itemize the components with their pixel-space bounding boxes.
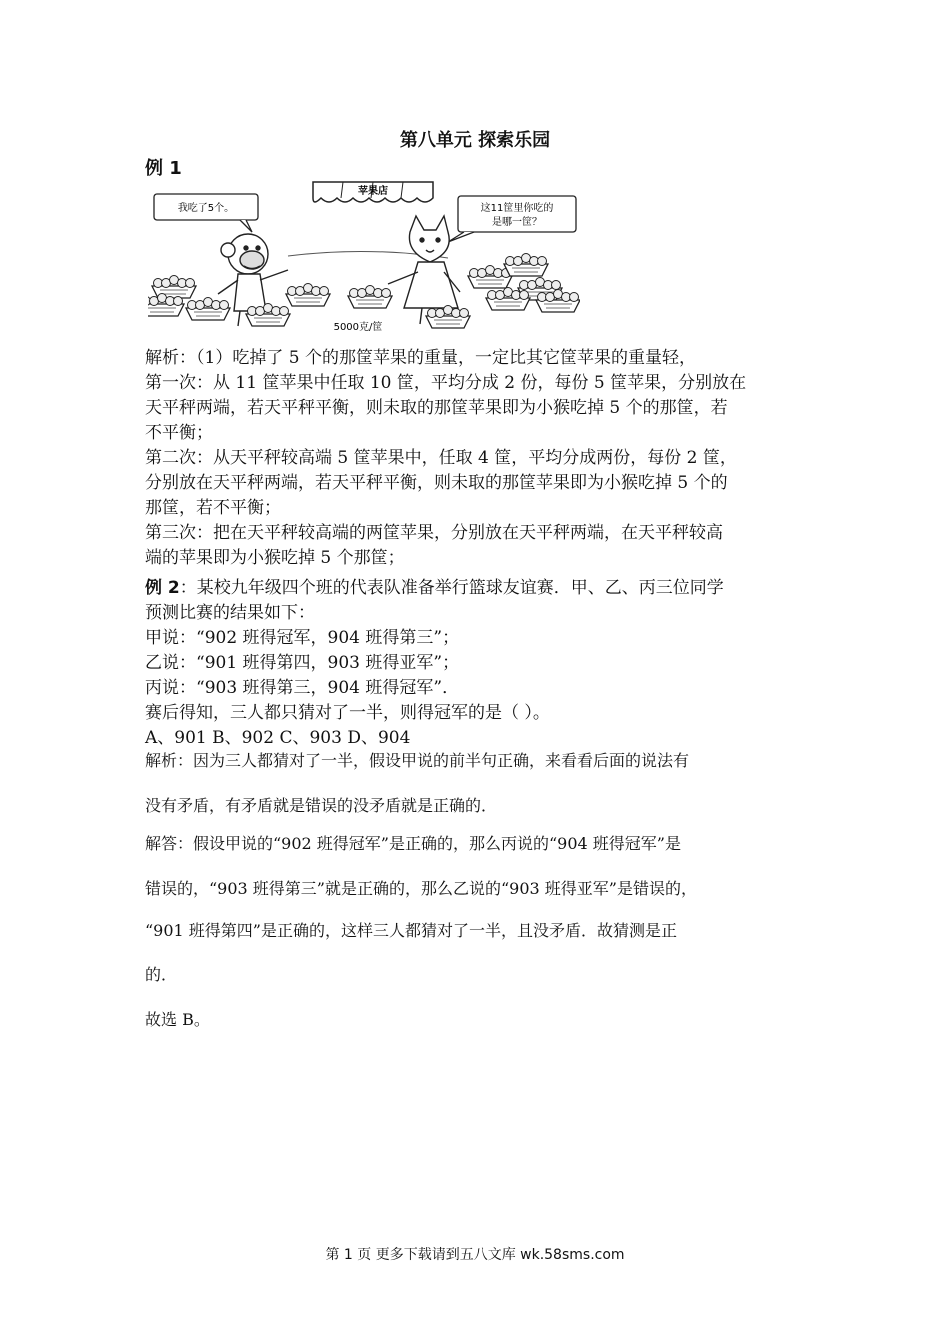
apple-basket — [348, 286, 392, 309]
apple-basket — [426, 306, 470, 329]
example-2-section — [145, 576, 815, 751]
cat-speech-line2: 是哪一筐？ — [492, 217, 542, 228]
weight-label: 5000克/筐 — [333, 322, 383, 333]
analysis-line: 天平秤两端，若天平秤平衡，则未取的那筐苹果即为小猴吃掉 5 个的那筐，若 — [145, 398, 728, 418]
example-2-first-line: 例 2：某校九年级四个班的代表队准备举行篮球友谊赛．甲、乙、丙三位同学 — [145, 578, 724, 598]
final-answer: 故选 B。 — [145, 1010, 210, 1029]
text-line: 预测比赛的结果如下： — [145, 603, 315, 623]
example-2-label: 例 2 — [145, 578, 180, 598]
shop-sign-text: 苹果店 — [358, 186, 388, 197]
analysis-line: 第二次：从天平秤较高端 5 筐苹果中，任取 4 筐，平均分成两份，每份 2 筐， — [145, 448, 737, 468]
cat-speech-bubble — [448, 196, 576, 242]
apple-basket — [486, 288, 530, 311]
cat-speech-line1: 这11筐里你吃的 — [480, 203, 554, 214]
text-line: 丙说：“903 班得第三，904 班得冠军”． — [145, 678, 460, 698]
analysis-line: 解析：（1）吃掉了 5 个的那筐苹果的重量，一定比其它筐苹果的重量轻， — [145, 348, 696, 368]
explanation-line: 错误的，“903 班得第三”就是正确的，那么乙说的“903 班得亚军”是错误的， — [145, 879, 697, 898]
analysis-line: 端的苹果即为小猴吃掉 5 个那筐； — [145, 548, 405, 568]
analysis-line: 第一次：从 11 筐苹果中任取 10 筐，平均分成 2 份，每份 5 筐苹果，分别放在 — [145, 373, 747, 393]
apple-basket — [186, 298, 230, 321]
apple-baskets — [148, 254, 580, 329]
analysis-line: 分别放在天平秤两端，若天平秤平衡，则未取的那筐苹果即为小猴吃掉 5 个的 — [145, 473, 728, 493]
apple-basket — [468, 266, 512, 289]
explanation-line: 解析：因为三人都猜对了一半，假设甲说的前半句正确，来看看后面的说法有 — [145, 751, 690, 770]
apple-basket — [504, 254, 548, 277]
text-line: 赛后得知，三人都只猜对了一半，则得冠军的是（ ）。 — [145, 703, 550, 723]
analysis-line: 不平衡； — [145, 423, 213, 443]
apple-basket — [286, 284, 330, 307]
monkey-speech-text: 我吃了5个。 — [177, 203, 235, 214]
shop-awning — [313, 182, 433, 202]
analysis-section-1 — [145, 346, 815, 571]
answer-options: A、901 B、902 C、903 D、904 — [145, 728, 411, 748]
page-title: 第八单元 探索乐园 — [399, 130, 551, 151]
explanation-line: 解答：假设甲说的“902 班得冠军”是正确的，那么丙说的“904 班得冠军”是 — [145, 834, 681, 853]
text-line: 甲说：“902 班得冠军，904 班得第三”； — [145, 628, 460, 648]
explanation-line: 的． — [145, 965, 178, 984]
example-1-label: 例 1 — [145, 158, 182, 179]
apple-basket — [246, 304, 290, 327]
monkey-speech-bubble — [154, 194, 258, 232]
text-line: 乙说：“901 班得第四，903 班得亚军”； — [145, 653, 460, 673]
page-footer: 第 1 页 更多下载请到五八文库 wk.58sms.com — [325, 1247, 625, 1263]
explanation-line: “901 班得第四”是正确的，这样三人都猜对了一半，且没矛盾．故猜测是正 — [145, 921, 677, 940]
analysis-line: 第三次：把在天平秤较高端的两筐苹果，分别放在天平秤两端，在天平秤较高 — [145, 523, 723, 543]
apple-basket — [536, 290, 580, 313]
analysis-line: 那筐，若不平衡； — [145, 498, 281, 518]
apple-basket — [148, 294, 184, 317]
apple-shop-illustration — [148, 176, 580, 334]
explanation-line: 没有矛盾，有矛盾就是错误的没矛盾就是正确的． — [145, 796, 498, 815]
